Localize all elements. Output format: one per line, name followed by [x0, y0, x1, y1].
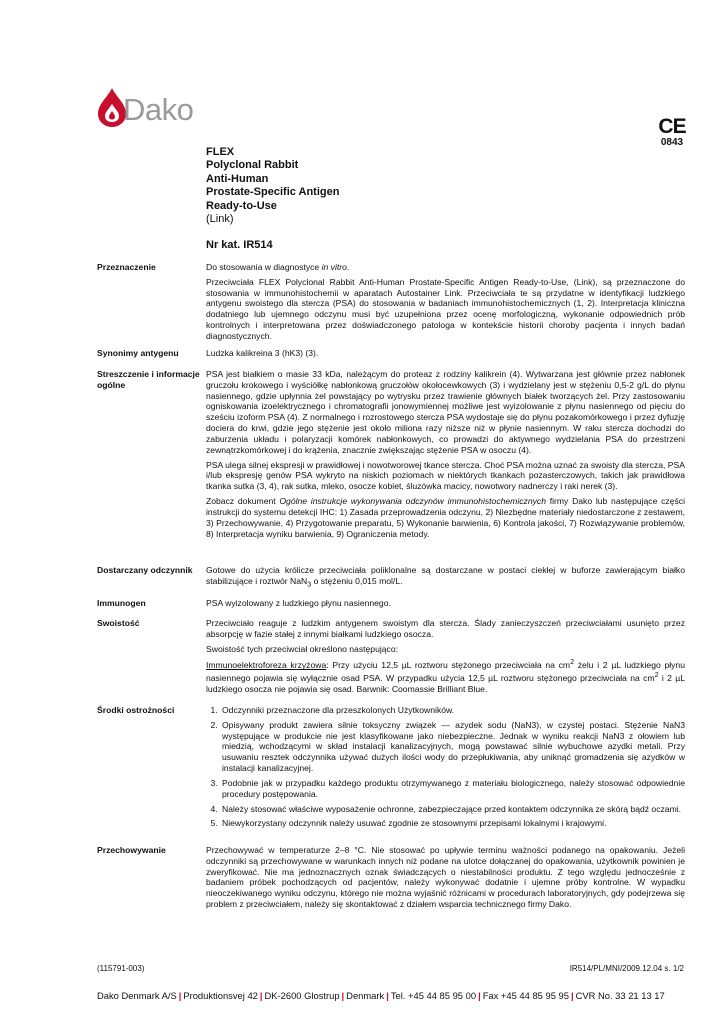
subscript: 3 — [307, 580, 312, 589]
purpose-line — [206, 262, 685, 273]
dako-logo — [95, 86, 213, 132]
list-item: 3. Podobnie jak w przypadku każdego produktu otrzymywanego z materiału biologicznego, należy stosować odpowiednie procedury postępowania. — [220, 778, 685, 800]
text: firmy Dako lub następujące części instrukcji do systemu detekcji IHC: 1) Zasada przeprowadzenia odczynu, 2) Niezbędne materiały niedostarczone z zestawem, 3) Przechowywanie, 4) Przygotowanie preparatu, 5) Wykonanie barwienia, 6) Kontrola jakości, 7) Rozwiązywanie problemów, 8) Interpretacja wyniku barwienia, 9) Ograniczenia metody. — [206, 496, 685, 539]
text: : Przy użyciu 12,5 µL roztworu stężonego przeciwciała na cm — [326, 660, 571, 671]
section-label: Swoistość — [97, 618, 140, 628]
section-body — [206, 565, 685, 590]
paragraph — [206, 496, 685, 539]
section-label: Immunogen — [97, 598, 146, 608]
method-name: Immunoelektroforeza krzyżowa — [206, 660, 327, 671]
paragraph: Swoistość tych przeciwciał określono następująco: — [206, 643, 399, 654]
paragraph: PSA ulega silnej ekspresji w prawidłowej i nowotworowej tkance stercza. Choć PSA można uznać za swoisty dla stercza, PSA i/lub ekspresję genów PSA wykryto na niskich poziomach w niektórych tkankach pozasterczowych, takich jak prawidłowa tkanka sutka (3, 4), rak sutka, mleko, osocze kobiet, śluzówka macicy, nowotwory nadnerczy i raki nerek (3). — [206, 459, 685, 492]
text: Gotowe do użycia królicze przeciwciała poliklonalne są dostarczane w postaci ciekłej w buforze zawierającym białko stabilizujące i roztwór NaN — [206, 565, 685, 586]
separator: | — [178, 990, 182, 1001]
title-subline: (Link) — [206, 213, 234, 226]
section-label: Streszczenie i informacje ogólne — [97, 369, 200, 390]
section-storage — [97, 845, 685, 914]
section-label: Synonimy antygenu — [97, 348, 179, 358]
paragraph — [206, 565, 685, 590]
section-body — [206, 705, 685, 829]
address-part: Tel. +45 44 85 95 00 — [390, 990, 477, 1001]
section-body — [206, 845, 685, 910]
catalog-number: Nr kat. IR514 — [206, 239, 273, 252]
section-label: Dostarczany odczynnik — [97, 565, 193, 575]
precautions-list — [206, 705, 685, 829]
address-part: Produktionsvej 42 — [183, 990, 258, 1001]
address-part: Denmark — [346, 990, 385, 1001]
paragraph: Przechowywać w temperaturze 2–8 °C. Nie stosować po upływie terminu ważności podanego na opakowaniu. Jeżeli odczynniki są przechowywane w warunkach innych niż podane na ulotce dołączanej do opakowania, użytkownik powinien je zweryfikować. Nie ma jednoznacznych oznak świadczących o niestabilności produktu. Z tego względu jednocześnie z badaniem próbek pochodzących od pacjentów, należy wykonywać dodatnie i ujemne próby kontrolne. W wypadku nieoczekiwanego wyniku odczynu, którego nie można wyjaśnić różnicami w procedurach laboratoryjnych, gdy podejrzewa się problem z przeciwciałem, należy się skontaktować z działem wsparcia technicznego firmy Dako. — [206, 845, 685, 910]
section-body — [206, 369, 685, 539]
text: i 2 µL ludzkiego osocza nie pojawia się osad. Barwnik: Coomassie Brilliant Blue. — [206, 673, 685, 694]
text: o stężeniu 0,015 mol/L. — [311, 575, 403, 586]
ce-mark — [652, 116, 692, 150]
address-part: DK-2600 Glostrup — [264, 990, 340, 1001]
list-item: 1. Odczynniki przeznaczone dla przeszkolonych Użytkowników. — [220, 705, 685, 716]
section-purpose — [97, 262, 685, 346]
title-line: Ready-to-Use — [206, 199, 277, 212]
list-item: 4. Należy stosować właściwe wyposażenie ochronne, zabezpieczające przed kontaktem odczynnika ze skórą bądź oczami. — [220, 804, 685, 815]
text-italic: in vitro — [321, 262, 347, 272]
address-part: Dako Denmark A/S — [97, 990, 177, 1001]
title-line: FLEX — [206, 146, 235, 158]
section-reagent — [97, 565, 685, 594]
title-line: Prostate-Specific Antigen — [206, 186, 340, 199]
address-part: Fax +45 44 85 95 95 — [482, 990, 569, 1001]
section-body — [206, 348, 685, 359]
section-body — [206, 262, 685, 342]
separator: | — [341, 990, 345, 1001]
section-label: Przeznaczenie — [97, 262, 156, 272]
paragraph: PSA wyizolowany z ludzkiego płynu nasiennego. — [206, 598, 391, 608]
paragraph: PSA jest białkiem o masie 33 kDa, należącym do proteaz z rodziny kalikrein (4). Wytwarzana jest głównie przez nabłonek gruczołu krokowego i wyściółkę nabłonkową gruczołów okołocewkowych (3) i wydzielany jest w stężeniu 0,5-2 g/L do płynu nasiennego, gdzie upłynnia żel powstający po wytrysku przez trawienie głównych białek tworzących żel. Przy zastosowaniu ogniskowania izoelektrycznego i chromatografii jonowymiennej możliwe jest wyizolowanie z płynu nasiennego od pięciu do sześciu izoform PSA (4). Z normalnego i rozrostowego stercza PSA wydostaje się do płynu pozakomórkowego i przez dyfuzję dociera do krwi, gdzie jego stężenie jest około miliona razy niższe niż w płynie nasiennym. W raku stercza dochodzi do zaburzenia układu i polaryzacji komórek nabłonkowych, co prowadzi do aktywnego wydzielania PSA do przestrzeni zewnątrzkomórkowej i do krążenia, znacznie zwiększając stężenie PSA w osoczu (4). — [206, 369, 685, 455]
text: Do stosowania w diagnostyce — [206, 262, 322, 272]
section-specificity — [97, 618, 685, 699]
section-precautions — [97, 705, 685, 833]
paragraph: Przeciwciała FLEX Polyclonal Rabbit Anti-Human Prostate-Specific Antigen Ready-to-Use, (Link), są przeznaczone do stosowania w immunohistochemii w aparatach Autostainer Link. Przeciwciała te są przydatne w identyfikacji ludzkiego antygenu swoistego dla stercza (PSA) do stosowania w badaniach immunohistochemicznych (1, 2). Interpretacja kliniczna dodatniego lub ujemnego odczynu musi być uzupełniona przez ocenę morfologiczną, wykonanie odpowiednich prób kontrolnych i interpretowana przez doświadczonego patologa w kontekście historii choroby pacjenta i innych badań diagnostycznych. — [206, 276, 685, 341]
title-line: Anti-Human — [206, 172, 269, 185]
section-label: Środki ostrożności — [97, 705, 175, 715]
ce-number: 0843 — [660, 137, 684, 148]
section-body — [206, 618, 685, 695]
list-item: 2. Opisywany produkt zawiera silnie toksyczny związek — azydek sodu (NaN3), w czystej postaci. Stężenie NaN3 występujące w produkcie nie jest klasyfikowane jako niebezpieczne. Jednak w wyniku reakcji NaN3 z ołowiem lub miedzią, wchodzącymi w skład instalacji kanalizacyjnych, mogą powstawać silnie wybuchowe azydki metali. Przy usuwaniu resztek odczynnika używać dużych ilości wody do przepłukiwania, aby uniknąć gromadzenia się azydków w instalacji kanalizacyjnej. — [220, 720, 685, 774]
document-title: Ogólne instrukcje wykonywania odczynów immunohistochemicznych — [279, 496, 546, 507]
separator: | — [570, 990, 574, 1001]
document-revision: IR514/PL/MNI/2009.12.04 s. 1/2 — [569, 964, 684, 973]
separator: | — [478, 990, 481, 1001]
product-title — [206, 146, 339, 253]
section-body — [206, 598, 685, 609]
company-address-bar — [97, 990, 665, 1002]
paragraph: Ludzka kalikreina 3 (hK3) (3). — [206, 348, 319, 358]
paragraph — [206, 658, 685, 694]
section-label: Przechowywanie — [97, 845, 166, 855]
paragraph: Przeciwciało reaguje z ludzkim antygenem swoistym dla stercza. Ślady zanieczyszczeń przeciwciałami usunięto przez absorpcję w fazie stałej z innymi białkami ludzkiego osocza. — [206, 618, 685, 639]
superscript: 2 — [570, 658, 575, 667]
superscript: 2 — [654, 671, 659, 680]
separator: | — [386, 990, 389, 1001]
text: Zobacz dokument — [206, 496, 280, 507]
text: . — [346, 262, 350, 272]
list-item: 5. Niewykorzystany odczynnik należy usuwać zgodnie ze stosownymi przepisami lokalnymi i krajowymi. — [220, 818, 685, 829]
separator: | — [259, 990, 263, 1001]
title-line: Polyclonal Rabbit — [206, 159, 299, 172]
section-summary — [97, 369, 685, 543]
section-immunogen — [97, 598, 685, 613]
document-code: (115791-003) — [97, 964, 145, 973]
section-synonyms — [97, 348, 685, 363]
text: żelu i 2 µL ludzkiego płynu nasiennego pojawia się wyłącznie osad PSA. W przypadku użycia 12,5 µL roztworu stężonego przeciwciała na cm — [206, 660, 685, 684]
logo-text: Dako — [123, 92, 194, 127]
address-part: CVR No. 33 21 13 17 — [575, 990, 665, 1001]
ce-symbol: CE — [658, 115, 686, 138]
